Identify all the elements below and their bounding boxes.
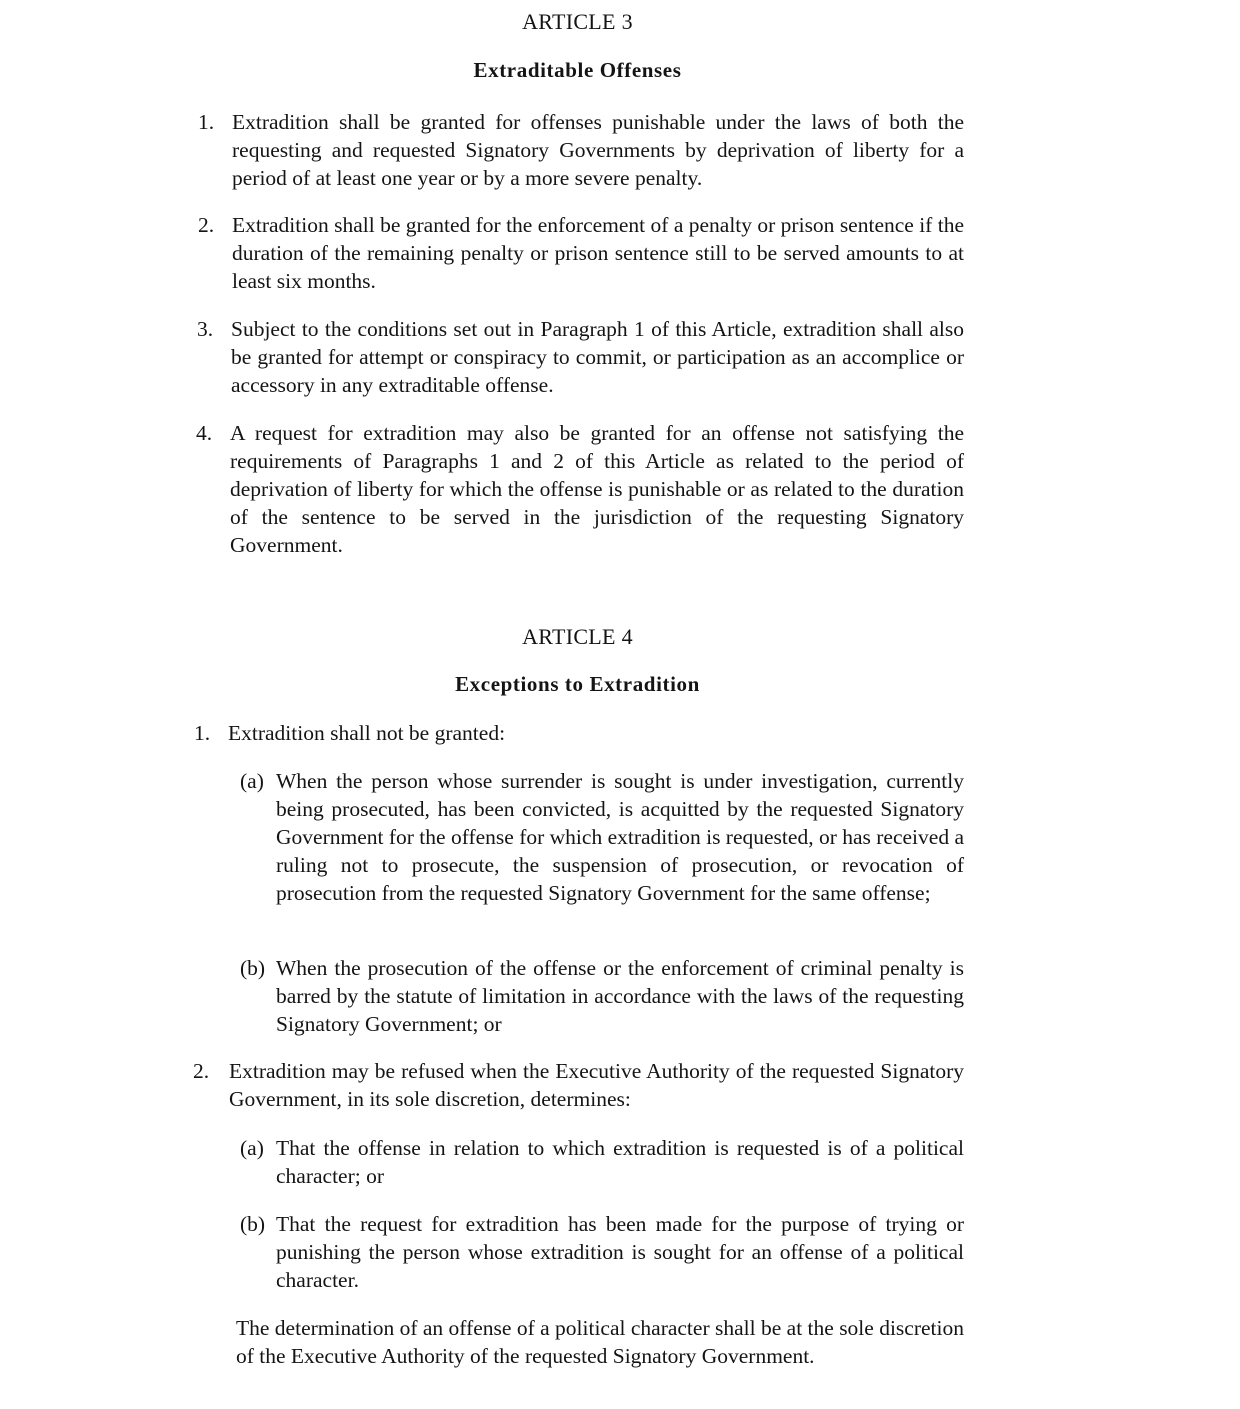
- article-4-item-2-subitem-a: [0, 1134, 1240, 1194]
- item-text: Extradition shall be granted for offenses punishable under the laws of both the requesting and requested Signatory Governments by deprivation of liberty for a period of at least one year or by a more severe penalty.: [232, 110, 964, 190]
- subitem-text: That the request for extradition has been made for the purpose of trying or punishing the person whose extradition is sought for an offense of a political character.: [276, 1212, 964, 1292]
- item-number: 1.: [198, 110, 215, 134]
- subitem-label: (a): [240, 769, 264, 793]
- article-4-item-1-subitem-b: [0, 954, 1240, 1044]
- article-3-item-4: [0, 419, 1240, 564]
- article-4-item-2: [0, 1057, 1240, 1117]
- item-number: 2.: [193, 1059, 210, 1083]
- article-4-closing-paragraph: [0, 1314, 1240, 1404]
- article-4-title: ARTICLE 4: [522, 624, 633, 649]
- article-4-subtitle: Exceptions to Extradition: [455, 672, 700, 696]
- item-number: 3.: [197, 317, 214, 341]
- closing-text: The determination of an offense of a political character shall be at the sole discretion of the Executive Authority of the requested Signatory Government.: [236, 1316, 964, 1368]
- article-3-title: ARTICLE 3: [522, 9, 633, 34]
- subitem-label: (b): [240, 956, 266, 980]
- subitem-label: (b): [240, 1212, 266, 1236]
- item-text: A request for extradition may also be granted for an offense not satisfying the requirements of Paragraphs 1 and 2 of this Article as related to the period of deprivation of liberty for which the offense is punishable or as related to the duration of the sentence to be served in the jurisdiction of the requesting Signatory Government.: [230, 421, 964, 557]
- subitem-label: (a): [240, 1136, 264, 1160]
- article-4-item-2-subitem-b: [0, 1210, 1240, 1300]
- article-3-item-1: [0, 108, 1240, 198]
- item-number: 1.: [194, 721, 211, 745]
- article-4-item-1: [0, 719, 1240, 749]
- item-number: 4.: [196, 421, 213, 445]
- article-4-item-1-subitem-a: [0, 767, 1240, 937]
- subitem-text: That the offense in relation to which extradition is requested is of a political character; or: [276, 1136, 964, 1188]
- item-text: Subject to the conditions set out in Paragraph 1 of this Article, extradition shall also be granted for attempt or conspiracy to commit, or participation as an accomplice or accessory in any extraditable offense.: [231, 317, 964, 397]
- item-text: Extradition shall be granted for the enforcement of a penalty or prison sentence if the duration of the remaining penalty or prison sentence still to be served amounts to at least six months.: [232, 213, 964, 293]
- item-text: Extradition shall not be granted:: [228, 721, 506, 745]
- item-text: Extradition may be refused when the Executive Authority of the requested Signatory Government, in its sole discretion, determines:: [229, 1059, 964, 1111]
- subitem-text: When the prosecution of the offense or the enforcement of criminal penalty is barred by the statute of limitation in accordance with the laws of the requesting Signatory Government; or: [276, 956, 964, 1036]
- article-3-subtitle: Extraditable Offenses: [473, 58, 682, 82]
- item-number: 2.: [198, 213, 215, 237]
- subitem-text: When the person whose surrender is sought is under investigation, currently being prosecuted, has been convicted, is acquitted by the requested Signatory Government for the offense for which extradition is requested, or has received a ruling not to prosecute, the suspension of prosecution, or revocation of prosecution from the requested Signatory Government for the same offense;: [276, 769, 964, 905]
- article-3-item-3: [0, 315, 1240, 405]
- article-3-item-2: [0, 211, 1240, 301]
